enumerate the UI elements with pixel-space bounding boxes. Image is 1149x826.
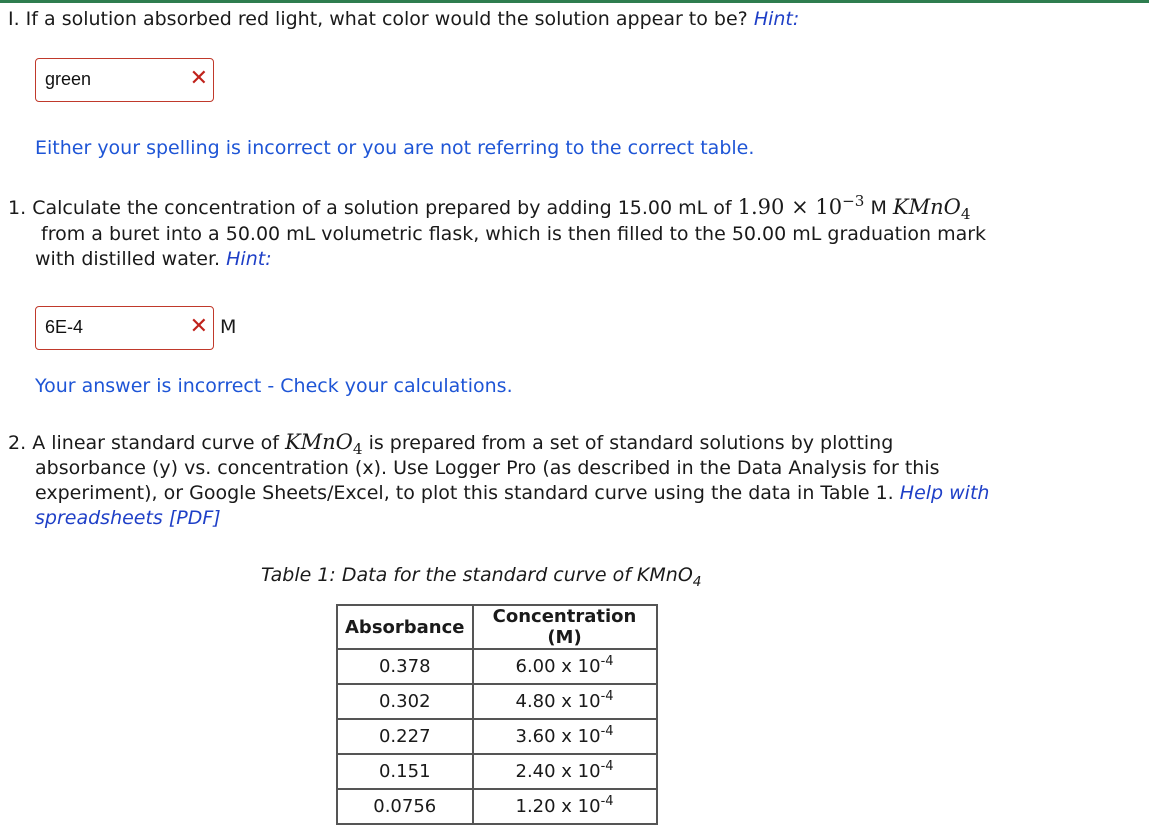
concentration-exponent: -4 — [600, 794, 614, 809]
absorbance-cell: 0.227 — [337, 719, 473, 754]
question-2-formula — [284, 430, 363, 459]
formula-subscript: 4 — [960, 205, 971, 224]
question-1-line-1 — [8, 192, 971, 224]
question-1-formula — [892, 195, 971, 224]
close-icon: ✕ — [189, 66, 208, 91]
absorbance-cell: 0.0756 — [337, 789, 473, 824]
question-1-line-3 — [35, 248, 272, 270]
question-1-answer-unit: M — [220, 316, 237, 338]
question-I-prompt: I. If a solution absorbed red light, what color would the solution appear to be? — [8, 8, 748, 30]
concentration-exponent: -4 — [600, 724, 614, 739]
concentration-cell — [473, 754, 657, 789]
concentration-mantissa: 6.00 x 10 — [515, 656, 601, 677]
concentration-mantissa: 2.40 x 10 — [515, 761, 601, 782]
table-row — [337, 649, 657, 684]
question-I-answer-value: green — [45, 69, 92, 89]
concentration-mantissa: 3.60 x 10 — [515, 726, 601, 747]
math-exponent: −3 — [842, 192, 865, 210]
table-caption — [261, 564, 702, 590]
table-caption-subscript: 4 — [692, 573, 702, 590]
question-I-prompt-line — [8, 8, 799, 30]
standard-curve-table — [336, 604, 658, 825]
absorbance-cell: 0.378 — [337, 649, 473, 684]
question-1-feedback: Your answer is incorrect - Check your calculations. — [35, 375, 513, 397]
concentration-cell — [473, 789, 657, 824]
question-2-text-b: is prepared from a set of standard solutions by plotting — [368, 432, 894, 454]
concentration-cell — [473, 649, 657, 684]
concentration-cell — [473, 719, 657, 754]
concentration-exponent: -4 — [600, 759, 614, 774]
formula-subscript: 4 — [352, 440, 363, 459]
table-row — [337, 719, 657, 754]
question-1-answer-input[interactable] — [35, 306, 214, 350]
question-2-line-1 — [8, 430, 894, 459]
question-I-answer-input[interactable] — [35, 58, 214, 102]
question-1-number: 1. — [8, 197, 27, 219]
math-coefficient: 1.90 — [737, 195, 785, 219]
header-absorbance: Absorbance — [337, 605, 473, 649]
question-2-line-2: absorbance (y) vs. concentration (x). Use Logger Pro (as described in the Data Analysis for this — [35, 457, 940, 479]
question-1-line-3-text: with distilled water. — [35, 248, 221, 270]
question-1-text: Calculate the concentration of a solution prepared by adding 15.00 mL of — [32, 197, 732, 219]
concentration-exponent: -4 — [600, 689, 614, 704]
table-row — [337, 754, 657, 789]
header-concentration: Concentration (M) — [473, 605, 657, 649]
question-1-answer-value: 6E-4 — [45, 317, 84, 337]
help-spreadsheets-link[interactable]: Help with — [899, 482, 990, 504]
table-caption-text: Table 1: Data for the standard curve of KMnO — [261, 564, 693, 586]
question-1-line-2: from a buret into a 50.00 mL volumetric flask, which is then filled to the 50.00 mL graduation mark — [41, 223, 987, 245]
formula-main: KMnO — [892, 195, 961, 219]
question-2-text-a: A linear standard curve of — [32, 432, 279, 454]
concentration-exponent: -4 — [600, 654, 614, 669]
table-header-row — [337, 605, 657, 649]
concentration-mantissa: 1.20 x 10 — [515, 796, 601, 817]
concentration-mantissa: 4.80 x 10 — [515, 691, 601, 712]
question-1-hint-link[interactable]: Hint: — [226, 248, 272, 270]
formula-main: KMnO — [284, 430, 353, 454]
table-row — [337, 684, 657, 719]
question-2-number: 2. — [8, 432, 27, 454]
question-I-feedback: Either your spelling is incorrect or you are not referring to the correct table. — [35, 137, 755, 159]
help-spreadsheets-link-continued[interactable]: spreadsheets [PDF] — [35, 507, 221, 529]
absorbance-cell: 0.151 — [337, 754, 473, 789]
absorbance-cell: 0.302 — [337, 684, 473, 719]
top-accent-bar — [0, 0, 1149, 3]
table-row — [337, 789, 657, 824]
molar-unit: M — [870, 197, 887, 219]
close-icon: ✕ — [189, 314, 208, 339]
math-base: 10 — [815, 195, 843, 219]
question-2-line-3-text: experiment), or Google Sheets/Excel, to plot this standard curve using the data in Table 1. — [35, 482, 894, 504]
question-2-line-3 — [35, 482, 989, 504]
question-I-hint-link[interactable]: Hint: — [753, 8, 800, 30]
question-1-concentration-math — [737, 192, 865, 219]
math-times: × — [791, 195, 809, 219]
concentration-cell — [473, 684, 657, 719]
